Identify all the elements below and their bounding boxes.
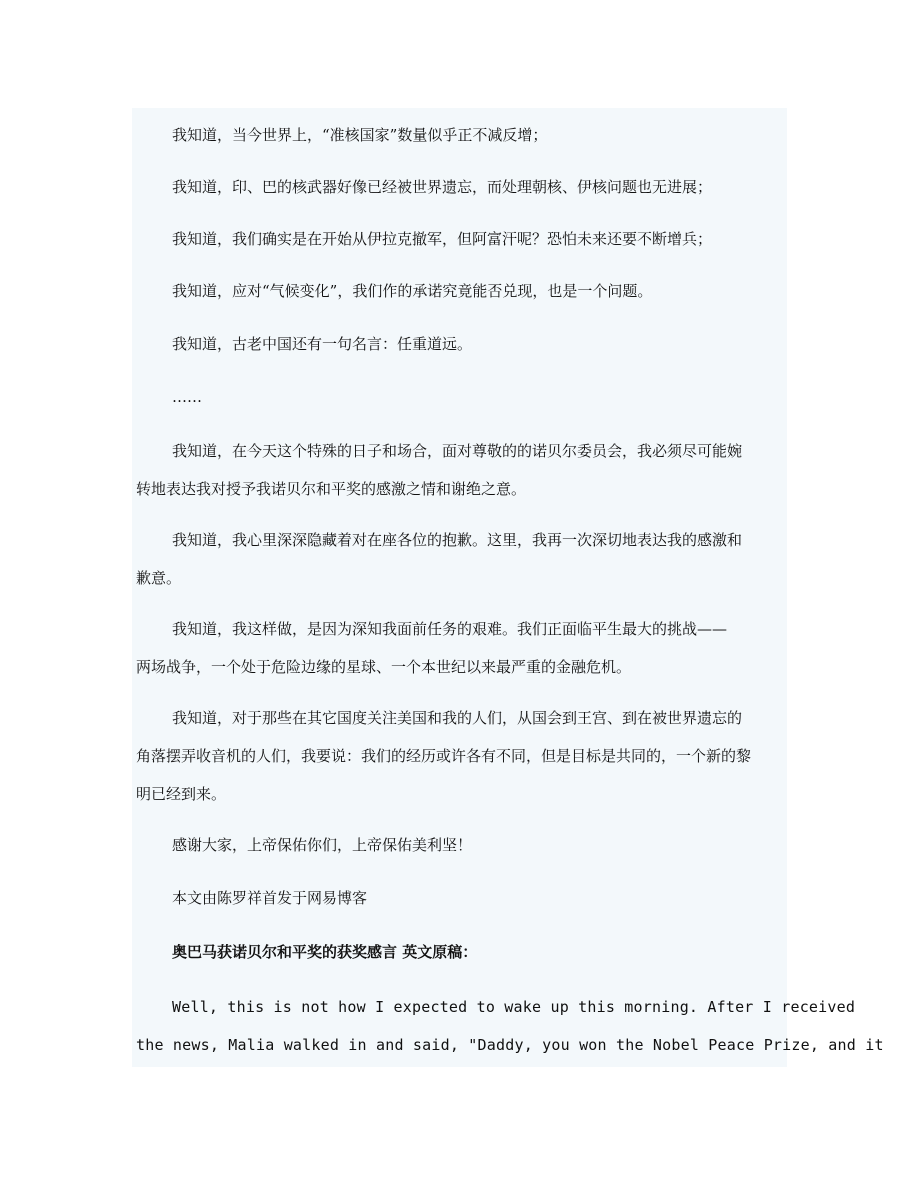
- paragraph-9: [136, 610, 786, 686]
- thanks-paragraph: 感谢大家，上帝保佑你们，上帝保佑美利坚！: [172, 836, 473, 854]
- source-note: 本文由陈罗祥首发于网易博客: [172, 889, 368, 907]
- paragraph-9-line-1: 我知道，我这样做，是因为深知我面前任务的艰难。我们正面临平生最大的挑战——: [172, 620, 728, 638]
- paragraph-7-line-1: 我知道，在今天这个特殊的日子和场合，面对尊敬的的诺贝尔委员会，我必须尽可能婉: [172, 442, 743, 460]
- paragraph-8-line-1: 我知道，我心里深深隐藏着对在座各位的抱歉。这里，我再一次深切地表达我的感激和: [172, 531, 743, 549]
- english-line-2: the news, Malia walked in and said, "Daddy, you won the Nobel Peace Prize, and it: [136, 1036, 884, 1054]
- paragraph-10-line-1: 我知道，对于那些在其它国度关注美国和我的人们，从国会到王宫、到在被世界遗忘的: [172, 709, 743, 727]
- paragraph-9-line-2: 两场战争，一个处于危险边缘的星球、一个本世纪以来最严重的金融危机。: [136, 658, 632, 676]
- english-heading: 奥巴马获诺贝尔和平奖的获奖感言 英文原稿：: [172, 943, 478, 961]
- paragraph-10: [136, 699, 786, 813]
- paragraph-1: 我知道，当今世界上，“准核国家”数量似乎正不减反增；: [172, 126, 548, 144]
- paragraph-8-line-2: 歉意。: [136, 569, 182, 587]
- paragraph-10-line-2: 角落摆弄收音机的人们，我要说：我们的经历或许各有不同，但是目标是共同的，一个新的黎: [136, 747, 752, 765]
- paragraph-7-line-2: 转地表达我对授予我诺贝尔和平奖的感激之情和谢绝之意。: [136, 480, 527, 498]
- paragraph-7: [136, 432, 786, 508]
- english-paragraph: [136, 988, 884, 1064]
- ellipsis-paragraph: ……: [172, 388, 202, 406]
- paragraph-8: [136, 521, 786, 597]
- paragraph-5: 我知道，古老中国还有一句名言：任重道远。: [172, 335, 473, 353]
- paragraph-2: 我知道，印、巴的核武器好像已经被世界遗忘，而处理朝核、伊核问题也无进展；: [172, 178, 713, 196]
- paragraph-4: 我知道，应对“气候变化”，我们作的承诺究竟能否兑现，也是一个问题。: [172, 282, 653, 300]
- english-line-1: Well, this is not how I expected to wake up this morning. After I received: [172, 998, 856, 1016]
- paragraph-10-line-3: 明已经到来。: [136, 785, 227, 803]
- paragraph-3: 我知道，我们确实是在开始从伊拉克撤军，但阿富汗呢？恐怕未来还要不断增兵；: [172, 230, 713, 248]
